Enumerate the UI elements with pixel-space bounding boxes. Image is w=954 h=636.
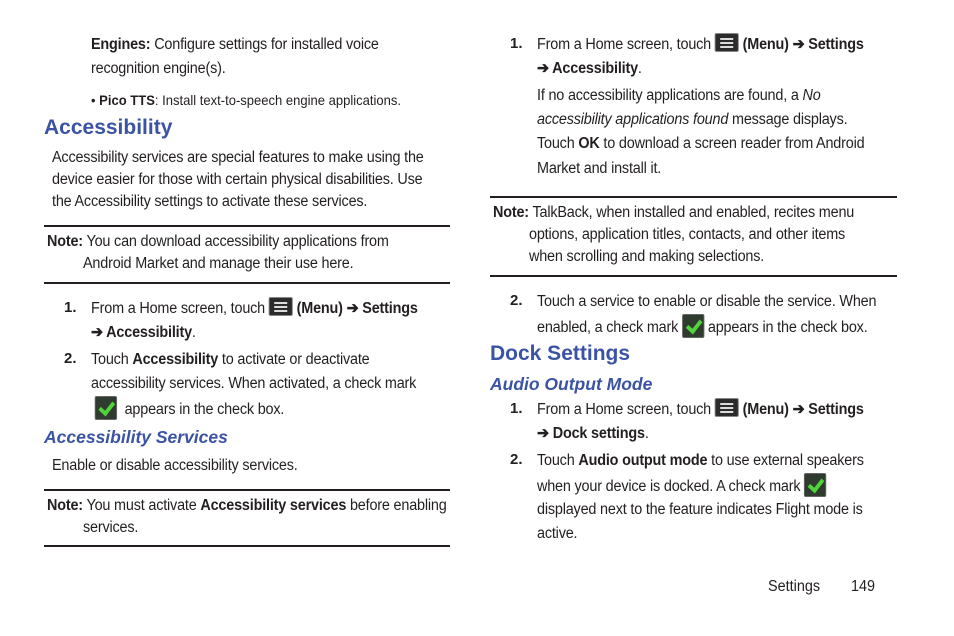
menu-icon [715, 398, 739, 417]
no-apps-line-1 [537, 84, 821, 108]
note-rule-top [44, 489, 450, 491]
menu-icon [269, 297, 293, 316]
services-bold: Accessibility services [200, 497, 347, 514]
note-text: You must activate [82, 497, 201, 514]
dock-step-2-line-1 [537, 449, 864, 473]
period: . [191, 324, 196, 341]
step-text: to activate or deactivate [218, 351, 370, 368]
arrow: ➔ [537, 425, 553, 442]
menu-icon [715, 33, 739, 52]
step-text: when your device is docked. A check mark [537, 478, 801, 495]
text: to download a screen reader from Android [599, 135, 865, 152]
note-rule-bottom [44, 282, 450, 284]
audio-output-bold: Audio output mode [578, 452, 708, 469]
menu-label: (Menu) [742, 36, 789, 53]
page-number: 149 [851, 578, 876, 595]
dock-step-2-line-4: active. [537, 525, 578, 542]
settings-label: Settings [808, 36, 864, 53]
italic-text: accessibility applications found [537, 111, 729, 128]
right-step-2-line-1: Touch a service to enable or disable the service. When [537, 293, 877, 310]
step-number: 2. [510, 292, 523, 309]
note-text: You can download accessibility applications from [82, 233, 389, 250]
step-text: From a Home screen, touch [537, 401, 712, 418]
step-number: 2. [64, 350, 77, 367]
note-rule-bottom [490, 275, 897, 277]
intro-line-2: device easier for those with certain physical disabilities. Use [52, 171, 423, 188]
step-number: 1. [510, 35, 523, 52]
text: Touch [537, 135, 579, 152]
note-rule-bottom [44, 545, 450, 547]
note-label: Note: [47, 233, 83, 250]
step-1-line-2 [91, 321, 196, 345]
accessibility-heading: Accessibility [44, 116, 173, 139]
engines-line-1 [91, 33, 379, 57]
right-step-1-line-2 [537, 57, 642, 81]
step-text: From a Home screen, touch [537, 36, 712, 53]
note-text: before enabling [346, 497, 447, 514]
engines-line-2: recognition engine(s). [91, 60, 226, 77]
step-text: Touch [91, 351, 133, 368]
italic-text: No [802, 87, 821, 104]
menu-label: (Menu) [742, 401, 789, 418]
text: message displays. [728, 111, 848, 128]
pico-label: Pico TTS [99, 92, 155, 108]
accessibility-services-heading: Accessibility Services [44, 427, 228, 447]
period: . [644, 425, 649, 442]
dock-step-2-line-3: displayed next to the feature indicates Flight mode is [537, 501, 863, 518]
checkmark-icon [804, 473, 826, 497]
dock-settings-heading: Dock Settings [490, 342, 631, 365]
settings-label: Settings [362, 300, 418, 317]
accessibility-bold: Accessibility [132, 351, 219, 368]
step-2-line-1 [91, 348, 369, 372]
note-2-line-1 [47, 494, 447, 518]
step-number: 2. [510, 451, 523, 468]
no-apps-line-4: Market and install it. [537, 160, 662, 177]
engines-text: Configure settings for installed voice [150, 36, 379, 53]
note-text: TalkBack, when installed and enabled, recites menu [528, 204, 855, 221]
arrow: ➔ [788, 401, 809, 418]
right-note-line-2: options, application titles, contacts, and other items [529, 226, 846, 243]
arrow: ➔ [342, 300, 363, 317]
arrow: ➔ [788, 36, 809, 53]
step-1-line-1 [91, 297, 418, 321]
step-text: Touch [537, 452, 579, 469]
note-rule-top [44, 225, 450, 227]
no-apps-line-3 [537, 132, 864, 156]
note-2-line-2: services. [83, 519, 139, 536]
checkmark-icon [682, 314, 704, 338]
ok-bold: OK [578, 135, 600, 152]
target-label: Accessibility [552, 60, 638, 77]
intro-line-3: the Accessibility settings to activate these services. [52, 193, 368, 210]
target-label: Dock settings [552, 425, 645, 442]
no-apps-line-2 [537, 108, 847, 132]
right-note-line-3: when scrolling and making selections. [529, 248, 765, 265]
right-note-line-1 [493, 201, 854, 225]
audio-output-mode-heading: Audio Output Mode [490, 374, 653, 394]
dock-step-1-line-2 [537, 422, 649, 446]
target-label: Accessibility [106, 324, 192, 341]
note-label: Note: [493, 204, 529, 221]
services-text: Enable or disable accessibility services. [52, 457, 298, 474]
arrow: ➔ [537, 60, 553, 77]
text: If no accessibility applications are found, a [537, 87, 803, 104]
right-step-1-line-1 [537, 33, 864, 57]
arrow: ➔ [91, 324, 107, 341]
intro-line-1: Accessibility services are special features to make using the [52, 149, 424, 166]
checkmark-icon [95, 396, 117, 420]
period: . [637, 60, 642, 77]
step-number: 1. [64, 299, 77, 316]
pico-tts-bullet [91, 90, 401, 110]
menu-label: (Menu) [296, 300, 343, 317]
step-text: enabled, a check mark [537, 319, 679, 336]
bullet: • [91, 92, 96, 108]
step-text: to use external speakers [707, 452, 864, 469]
step-2-line-3 [91, 396, 284, 422]
right-step-2-line-2 [537, 314, 868, 340]
pico-text: : Install text-to-speech engine applications. [154, 92, 401, 108]
dock-step-1-line-1 [537, 398, 864, 422]
step-2-line-2: accessibility services. When activated, a check mark [91, 375, 417, 392]
note-1-line-1 [47, 230, 389, 254]
dock-step-2-line-2 [537, 473, 830, 499]
step-text: From a Home screen, touch [91, 300, 266, 317]
step-number: 1. [510, 400, 523, 417]
footer-section: Settings [768, 578, 821, 595]
settings-label: Settings [808, 401, 864, 418]
step-text: appears in the check box. [124, 401, 285, 418]
note-label: Note: [47, 497, 83, 514]
engines-label: Engines: [91, 36, 151, 53]
note-1-line-2: Android Market and manage their use here. [83, 255, 354, 272]
step-text: appears in the check box. [707, 319, 868, 336]
note-rule-top [490, 196, 897, 198]
